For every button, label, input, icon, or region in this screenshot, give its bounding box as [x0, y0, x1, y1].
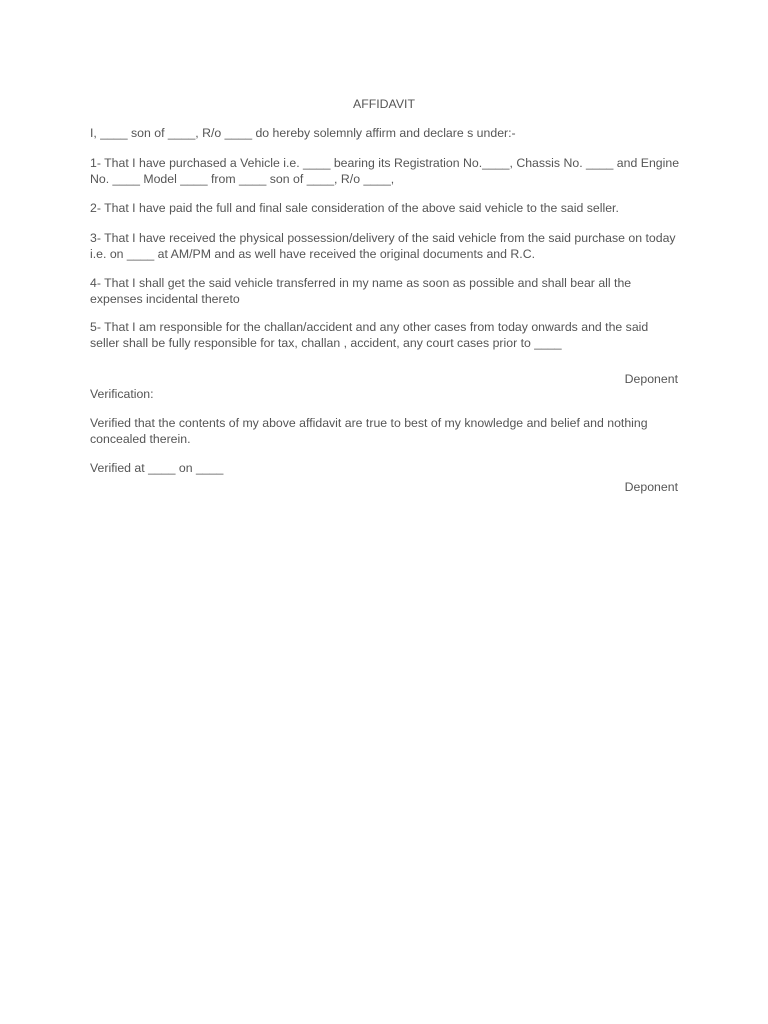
document-title: AFFIDAVIT — [353, 97, 415, 111]
intro-paragraph: I, ____ son of ____, R/o ____ do hereby solemnly affirm and declare s under:- — [90, 126, 516, 140]
verification-heading: Verification: — [90, 387, 154, 401]
clause-2: 2- That I have paid the full and final sale consideration of the above said vehicle to the said seller. — [90, 201, 619, 215]
verified-at-line: Verified at ____ on ____ — [90, 461, 224, 475]
deponent-signature-2: Deponent — [624, 480, 678, 494]
clause-3: 3- That I have received the physical possession/delivery of the said vehicle from the said purchase on today i.e. on ____ at AM/PM and as well have received the original documents and R.C. — [90, 231, 676, 261]
deponent-signature-1: Deponent — [624, 372, 678, 386]
clause-4: 4- That I shall get the said vehicle transferred in my name as soon as possible and shall bear all the expenses incidental thereto — [90, 276, 632, 306]
clause-1: 1- That I have purchased a Vehicle i.e. ____ bearing its Registration No.____, Chassis No. ____ and Engine No. ____ Model ____ from ____ son of ____, R/o ____, — [90, 156, 680, 186]
verification-paragraph: Verified that the contents of my above affidavit are true to best of my knowledge and belief and nothing concealed therein. — [90, 416, 648, 446]
clause-5: 5- That I am responsible for the challan/accident and any other cases from today onwards and the said seller shall be fully responsible for tax, challan , accident, any court cases prior to ____ — [90, 320, 649, 350]
